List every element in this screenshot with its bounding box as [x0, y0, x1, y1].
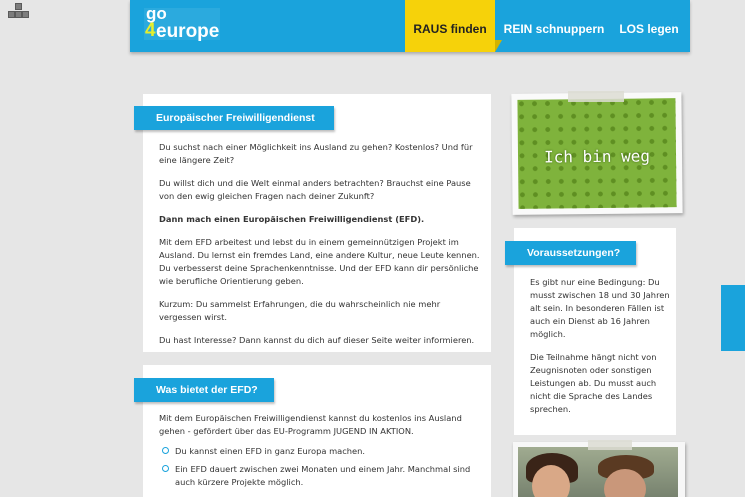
- grid-square: [15, 11, 22, 18]
- grid-square: [22, 11, 29, 18]
- photo-green-pattern: [517, 98, 676, 209]
- nav-rein-schnuppern[interactable]: REIN schnuppern: [503, 22, 605, 36]
- what-list: [159, 445, 481, 489]
- people-photo: [513, 442, 685, 497]
- grid-square: [15, 3, 22, 10]
- logo-go-text: go: [146, 4, 167, 23]
- main-paragraph: Kurzum: Du sammelst Erfahrungen, die du wahrscheinlich nie mehr vergessen wirst.: [159, 299, 441, 322]
- nav-los-legen[interactable]: LOS legen: [619, 22, 679, 36]
- main-paragraph: Mit dem EFD arbeitest und lebst du in einem gemeinnützigen Projekt im Ausland. Du lernst ein fremdes Land, eine andere Kultur, neue Leute kennen. Du verbesserst deine Sprachenkenntnisse. Und der EFD kann dir persönliche wie berufliche Orientierung geben.: [159, 237, 480, 286]
- requirements-paragraph: Es gibt nur eine Bedingung: Du musst zwischen 18 und 30 Jahren alt sein. In besonderen Fällen ist auch ein Dienst ab 16 Jahren möglich.: [530, 277, 670, 339]
- go4europe-logo[interactable]: [144, 5, 220, 43]
- main-text: [159, 141, 481, 357]
- grid-square: [8, 11, 15, 18]
- logo-four-text: 4: [145, 20, 156, 41]
- what-intro: Mit dem Europäischen Freiwilligendienst kannst du kostenlos ins Ausland gehen - gefördert über das EU-Programm JUGEND IN AKTION.: [159, 413, 462, 436]
- requirements-title: Voraussetzungen?: [505, 241, 636, 265]
- main-title: Europäischer Freiwilligendienst: [134, 106, 334, 130]
- what-title: Was bietet der EFD?: [134, 378, 274, 402]
- nav-raus-finden[interactable]: RAUS finden: [405, 0, 495, 52]
- tape-strip: [568, 91, 624, 102]
- what-text: [159, 412, 481, 494]
- main-paragraph: Du suchst nach einer Möglichkeit ins Ausland zu gehen? Kostenlos? Und für eine längere Zeit?: [159, 142, 473, 165]
- requirements-paragraph: Die Teilnahme hängt nicht von Zeugnisnoten oder sonstigen Leistungen ab. Du musst auch nicht die Sprache des Landes sprechen.: [530, 352, 657, 414]
- main-paragraph: Du hast Interesse? Dann kannst du dich auf dieser Seite weiter informieren.: [159, 335, 475, 345]
- photo-scene: [518, 447, 678, 497]
- list-item: Ein EFD dauert zwischen zwei Monaten und einem Jahr. Manchmal sind auch kürzere Projekte möglich.: [159, 463, 481, 489]
- side-tab[interactable]: [721, 285, 745, 351]
- grid-icon[interactable]: [6, 3, 32, 21]
- site-header: [130, 0, 690, 52]
- main-paragraph-bold: Dann mach einen Europäischen Freiwilligendienst (EFD).: [159, 214, 425, 224]
- photo-caption: Ich bin weg: [543, 146, 651, 167]
- ich-bin-weg-photo: [511, 92, 682, 215]
- tape-strip: [588, 440, 632, 450]
- requirements-text: [530, 276, 670, 426]
- main-paragraph: Du willst dich und die Welt einmal anders betrachten? Brauchst eine Pause von den ewig gleichen Fragen nach deiner Zukunft?: [159, 178, 471, 201]
- logo-europe-text: europe: [156, 21, 220, 42]
- list-item: Du kannst einen EFD in ganz Europa machen.: [159, 445, 481, 458]
